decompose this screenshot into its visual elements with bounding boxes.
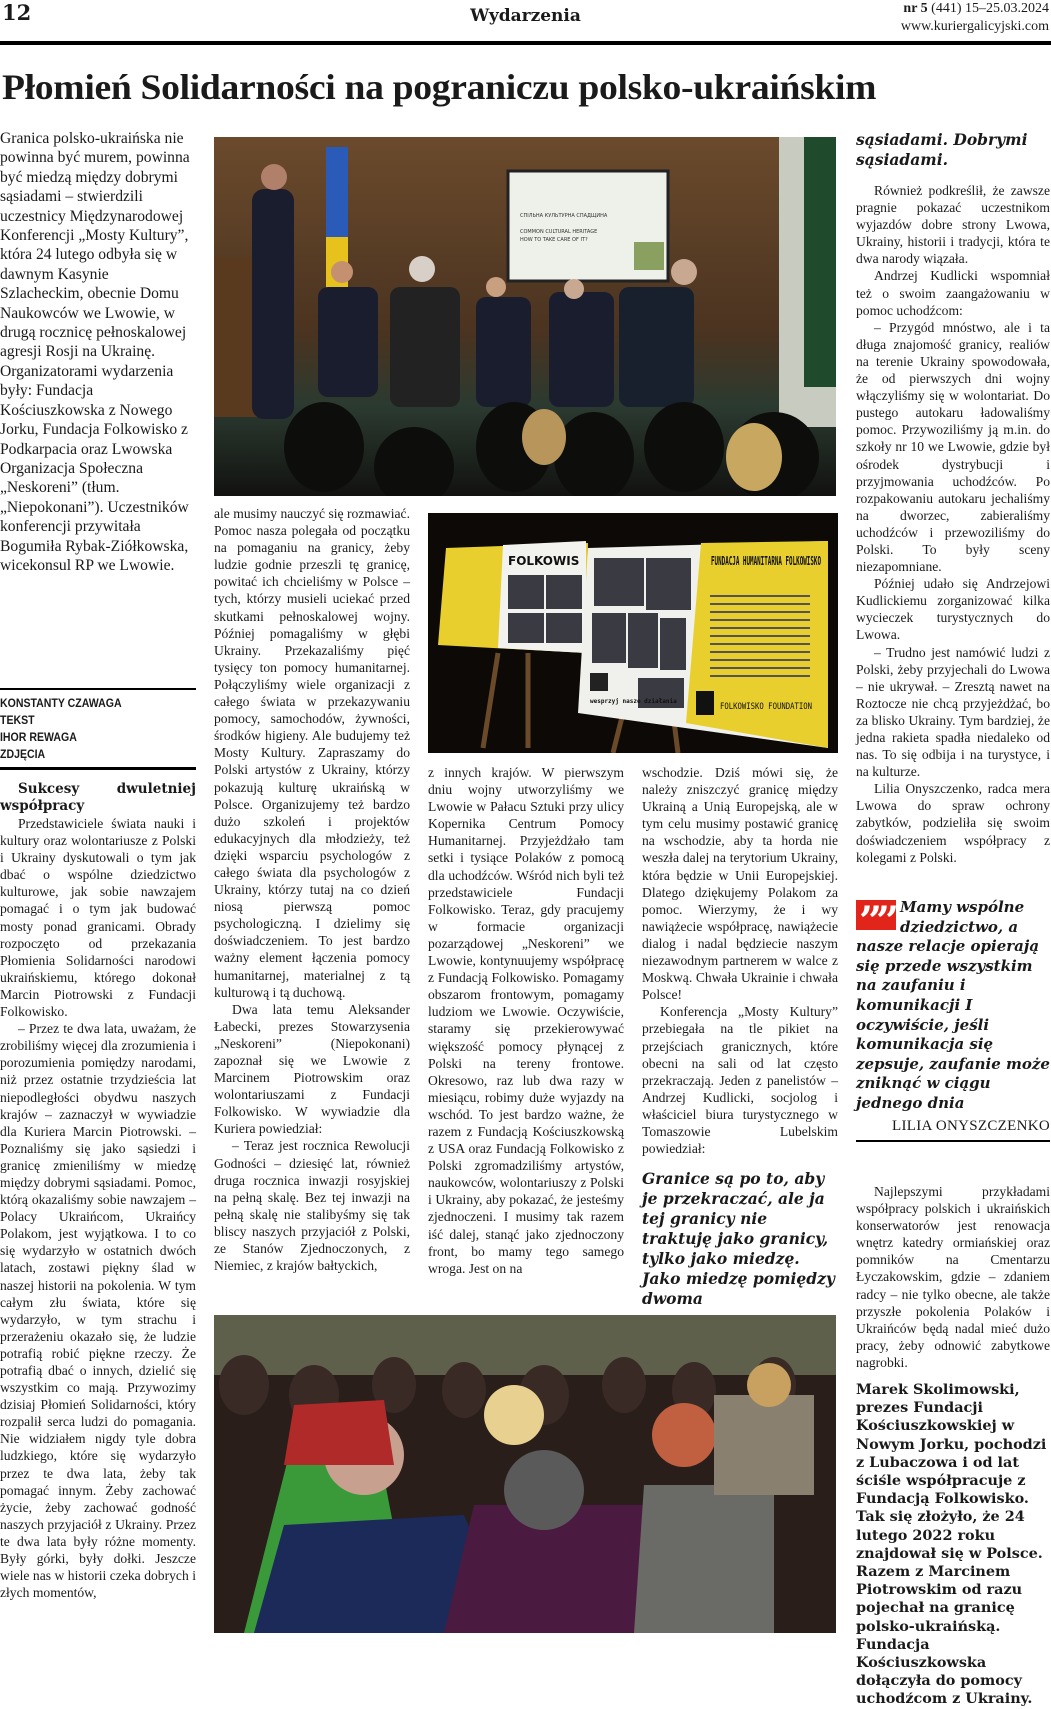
column-1 [0, 781, 196, 1601]
paragraph: wschodzie. Dziś mówi się, że należy zniszczyć granicę między Ukrainą a Unią Europejską, ale w tym celu musimy postawić granicę na wschodzie, aby ta horda nie weszła dalej na terytorium Ukrainy, która będzie w Unii Europejskiej. Dlatego dziękujemy Polakom za pomoc. Wierzymy, że i wy nawiążecie współpracę, nawiążecie dialog i nadal będziecie naszym niezawodnym partnerem w walce z Moskwą. Chwała Ukrainie i chwała Polsce! [642, 765, 838, 1003]
pull-quote-text: Mamy wspólne dziedzictwo, a nasze relacje opierają się przede wszystkim na zaufaniu i komunikacji I oczywiście, jeśli komunikacja się zepsuje, zaufanie może zniknąć w ciągu jednego dnia [856, 898, 1050, 1112]
photo-panel-discussion [214, 137, 836, 496]
issue-number: nr 5 [903, 1, 928, 16]
paragraph: z innych krajów. W pierwszym dniu wojny utworzyliśmy we Lwowie w Pałacu Sztuki przy ulicy Kopernika Centrum Pomocy Humanitarnej. Przyjeżdżało tam setki i tysiące Polaków z pomocą dla uchodźców. Wśród nich byli też przedstawiciele Fundacji Folkowisko. Teraz, gdy pracujemy w formacie organizacji pozarządowej „Neskoreni” we Lwowie, kontynuujemy współpracę z Fundacją Folkowisko. Pomagamy obszarom frontowym, pomagamy ludziom we Lwowie. Oczywiście, staramy się przekierowywać większość pomocy płynącej z Polski na tereny frontowe. Okresowo, raz lub dwa razy w miesiącu, robimy duże wyjazdy na wschód. To jest bardzo ważne, że razem z Fundacją Kościuszkowską z USA oraz Fundacją Folkowisko z Polski zgromadziliśmy artystów, naukowców, wolontariuszy z Polski i Ukrainy, aby pokazać, że jesteśmy zjednoczeni. I musimy tak razem iść dalej, stanąć jako zjednoczony front, bo mamy tego samego wroga. Jest on na [428, 765, 624, 1276]
author-role: TEKST [0, 713, 35, 727]
bio-box: Marek Skolimowski, prezes Fundacji Kościuszkowskiej w Nowym Jorku, pochodzi z Lubaczowa i od lat ściśle współpracuje z Fundacją Folkowisko. Tak się złożyło, że 24 lutego 2022 roku znajdował się w Polsce. Razem z Marcinem Piotrowskim od razu pojechał na granicę polsko-ukraińską. Fundacja Kościuszkowska dołączyła do pomocy uchodźcom z Ukrainy. [856, 1381, 1047, 1708]
column-5 [856, 182, 1050, 866]
screen-text: СПІЛЬНА КУЛЬТУРНА СПАДЩИНА [520, 213, 608, 219]
column-5-continued [856, 1183, 1050, 1371]
photographer-name: IHOR REWAGA [0, 730, 77, 744]
article-headline: Płomień Solidarności na pograniczu polsko-ukraińskim [2, 67, 877, 107]
screen-text: COMMON CULTURAL HERITAGE [520, 229, 598, 235]
banner-small-title: FOLKOWIS [508, 554, 580, 568]
projector-screen [508, 171, 668, 281]
photo-folkowisko-banner [428, 513, 838, 753]
issue-info [901, 0, 1049, 36]
paragraph: Najlepszymi przykładami współpracy polskich i ukraińskich konserwatorów jest renowacja wnętrz katedry ormiańskiej oraz pomników na Cmentarzu Łyczakowskim, gdzie – zdaniem radcy – nie tylko obecne, ale także przyszłe pokolenia Polaków i Ukraińców będą nadal mieć dużo pracy, żeby odnowić zabytkowe nagrobki. [856, 1184, 1050, 1370]
paragraph: Lilia Onyszczenko, radca mera Lwowa do spraw ochrony zabytków, podzieliła się swoim doświadczeniem współpracy z kolegami z Polski. [856, 781, 1050, 865]
pull-quote [856, 898, 1050, 1114]
header-rule [0, 41, 1051, 45]
website-link[interactable]: www.kuriergalicyjski.com [900, 19, 1049, 34]
paragraph: Andrzej Kudlicki wspomniał też o swoim zaangażowaniu w pomoc uchodźcom: [856, 268, 1050, 318]
quote-kudlicki-continued: sąsiadami. Dobrymi sąsiadami. [856, 130, 1028, 169]
paragraph: Konferencja „Mosty Kultury” przebiegała na tle pikiet na przejściach granicznych, które obecni na sali od lat często przekraczają. Jeden z panelistów – Andrzej Kudlicki, socjolog i właściciel biura turystycznego w Tomaszowie Lubelskim powiedział: [642, 1004, 838, 1157]
paragraph: Później udało się Andrzejowi Kudlickiemu zorganizować kilka wycieczek turystycznych do Lwowa. [856, 576, 1050, 643]
paragraph: – Przygód mnóstwo, ale i ta długa znajomość granicy, realiów na terenie Ukrainy spowodowała, że od pierwszych dni wojny włączyliśmy się w wolontariat. Do pustego autokaru ładowaliśmy pomoc. Przywoziliśmy ją m.in. do szkoły nr 10 we Lwowie, gdzie był ośrodek dystrybucji i przyjmowania uchodźców. Po rozpakowaniu autokaru jechaliśmy na dworzec, zabieraliśmy uchodźców i przewoziliśmy do Polski. To były sceny niezapomniane. [856, 319, 1050, 575]
paragraph: Przedstawiciele świata nauki i kultury oraz wolontariusze z Polski i Ukrainy dyskutowali o tym jak dbać o wspólne dziedzictwo kulturowe, jak sobie nawzajem pomagać i o tym jak budować mosty ponad granicami. Obrady rozpoczęto od przekazania Płomienia Solidarności narodowi ukraińskiemu, którego dokonał Marcin Piotrowski z Fundacji Folkowisko. [0, 816, 196, 1020]
column-4 [642, 764, 838, 1157]
subheading: Sukcesy dwuletniej współpracy [0, 781, 196, 814]
screen-text: HOW TO TAKE CARE OF IT? [520, 237, 588, 243]
banner-title: FUNDACJA HUMANITARNA FOLKOWISKO [711, 554, 821, 568]
issue-date: (441) 15–25.03.2024 [927, 1, 1049, 16]
column-2 [214, 505, 410, 1274]
author-name: KONSTANTY CZAWAGA [0, 696, 122, 710]
banner-support-text: wesprzyj nasze działania [590, 698, 677, 705]
photographer-role: ZDJĘCIA [0, 747, 46, 761]
paragraph: – Teraz jest rocznica Rewolucji Godności – dziesięć lat, również druga rocznica inwazji rosyjskiej na pełną skalę. Bez tej inwazji na pełną skalę nie stalibyśmy się tak bliscy naszych przyjaciół z Polski, ze Stanów Zjednoczonych, z Niemiec, z krajów bałtyckich, [214, 1138, 410, 1274]
article-lead: Granica polsko-ukraińska nie powinna być murem, powinna być miedzą między dobrymi sąsiadami – stwierdzili uczestnicy Międzynarodowej Konferencji „Mosty Kultury”, która 24 lutego odbyła się w dawnym Kasynie Szlacheckim, obecnie Domu Naukowców we Lwowie, w drugą rocznicę pełnoskalowej agresji Rosji na Ukrainę. Organizatorami wydarzenia były: Fundacja Kościuszkowska z Nowego Jorku, Fundacja Folkowisko z Podkarpacia oraz Lwowska Organizacja Społeczna „Neskoreni” (tłum. „Niepokonani”). Uczestników konferencji przywitała Bogumiła Rybak-Ziółkowska, wicekonsul RP we Lwowie. [0, 130, 190, 574]
paragraph: – Trudno jest namówić ludzi z Polski, żeby przyjechali do Lwowa – nie ukrywał. – Zresztą nawet na Roztocze nie chcą przyjeżdżać, bo za blisko Ukrainy. Tym bardziej, że jedna rakieta spadła niedaleko od nas. To się odbija i na turystyce, i na kulturze. [856, 644, 1050, 780]
paragraph: ale musimy nauczyć się rozmawiać. Pomoc nasza polegała od początku na pomaganiu na granicy, żeby ludzie godnie przeszli tę granicę, powitać ich chcieliśmy w Polsce – tych, którzy musieli uciekać przed skutkami pełnoskalowej wojny. Później pomagaliśmy w głębi Ukrainy. Przekazaliśmy pięć tysięcy ton pomocy humanitarnej. Połączyliśmy wiele organizacji z całego świata w przekazywaniu pomocy, samochodów, żywności, środków higieny. Ale budujemy też Mosty Kultury. Zapraszamy do Polski artystów z Ukrainy, którzy pokazują kulturę ukraińską w Polsce. Organizujemy też bardzo dużo szkoleń i projektów edukacyjnych dla młodzieży, też dzięki wsparciu psychologów z całego świata dla psychologów z Ukrainy, którzy tutaj na co dzień niosą pierwszą pomoc psychologiczną. I dzielimy się doświadczeniem. To jest bardzo ważny element łączenia pomocy humanitarnej, materialnej z tą kulturową i tą duchową. [214, 506, 410, 1000]
photo-audience [214, 1315, 836, 1633]
quote-kudlicki: Granice są po to, aby je przekraczać, ale ja tej granicy nie traktuję jako granicy, tylko jako miedzę. Jako miedzę pomiędzy dwoma [642, 1169, 835, 1308]
byline [0, 688, 196, 770]
section-name: Wydarzenia [470, 6, 581, 26]
column-3 [428, 764, 624, 1277]
banner-logo-text: FOLKOWISKO FOUNDATION [720, 702, 812, 712]
page-number: 12 [2, 0, 32, 25]
paragraph: Również podkreślił, że zawsze pragnie pokazać uczestnikom wyjazdów dobre strony Lwowa, Ukrainy, historii i tradycji, która te dwa narody wiązała. [856, 183, 1050, 267]
paragraph: – Przez te dwa lata, uważam, że zrobiliśmy więcej dla zrozumienia i porozumienia pomiędzy narodami, niż przez ostatnie trzydzieścia lat niepodległości obydwu naszych krajów – zaznaczył w wywiadzie dla Kuriera Marcin Piotrowski. – Poznaliśmy się jako sąsiedzi i granicę zmieniliśmy w miedzę między dobrymi sąsiadami. Pomoc, którą okazaliśmy sobie nawzajem – Polacy Ukraińcom, Ukraińcy Polakom, jest wyjątkowa. I to co się wydarzyło w ostatnich dwóch latach, zostawi piękny ślad w naszej historii na pokolenia. W tym całym złu świata, które się wydarzyło, w tym strachu i przerażeniu okazało się, że ludzie potrafią robić piękne rzeczy. Że potrafią dbać o innych, dzielić się wszystkim co mają. Przywozimy dzisiaj Płomień Solidarności, który rozpalił serca ludzi do pomagania. Nie widziałem nigdy tyle dobra ludzkiego, które się wydarzyło przez te dwa lata, żeby tak pomagać innym. Żeby zachować życie, żeby zachować godność naszych przyjaciół z Ukrainy. Przez te dwa lata były różne momenty. Były górki, były dołki. Jeszcze wiele nas w historii czeka dobrych i złych momentów, [0, 1021, 196, 1601]
paragraph: Dwa lata temu Aleksander Łabecki, prezes Stowarzysenia „Neskoreni” (Niepokonani) zapoznał się we Lwowie z Marcinem Piotrowskim oraz wolontariuszami z Fundacji Folkowisko. W wywiadzie dla Kuriera powiedział: [214, 1001, 410, 1137]
pull-quote-author: LILIA ONYSZCZENKO [891, 1118, 1050, 1134]
pull-quote-rule [856, 1140, 1050, 1142]
quote-mark-icon: ”” [856, 900, 896, 930]
